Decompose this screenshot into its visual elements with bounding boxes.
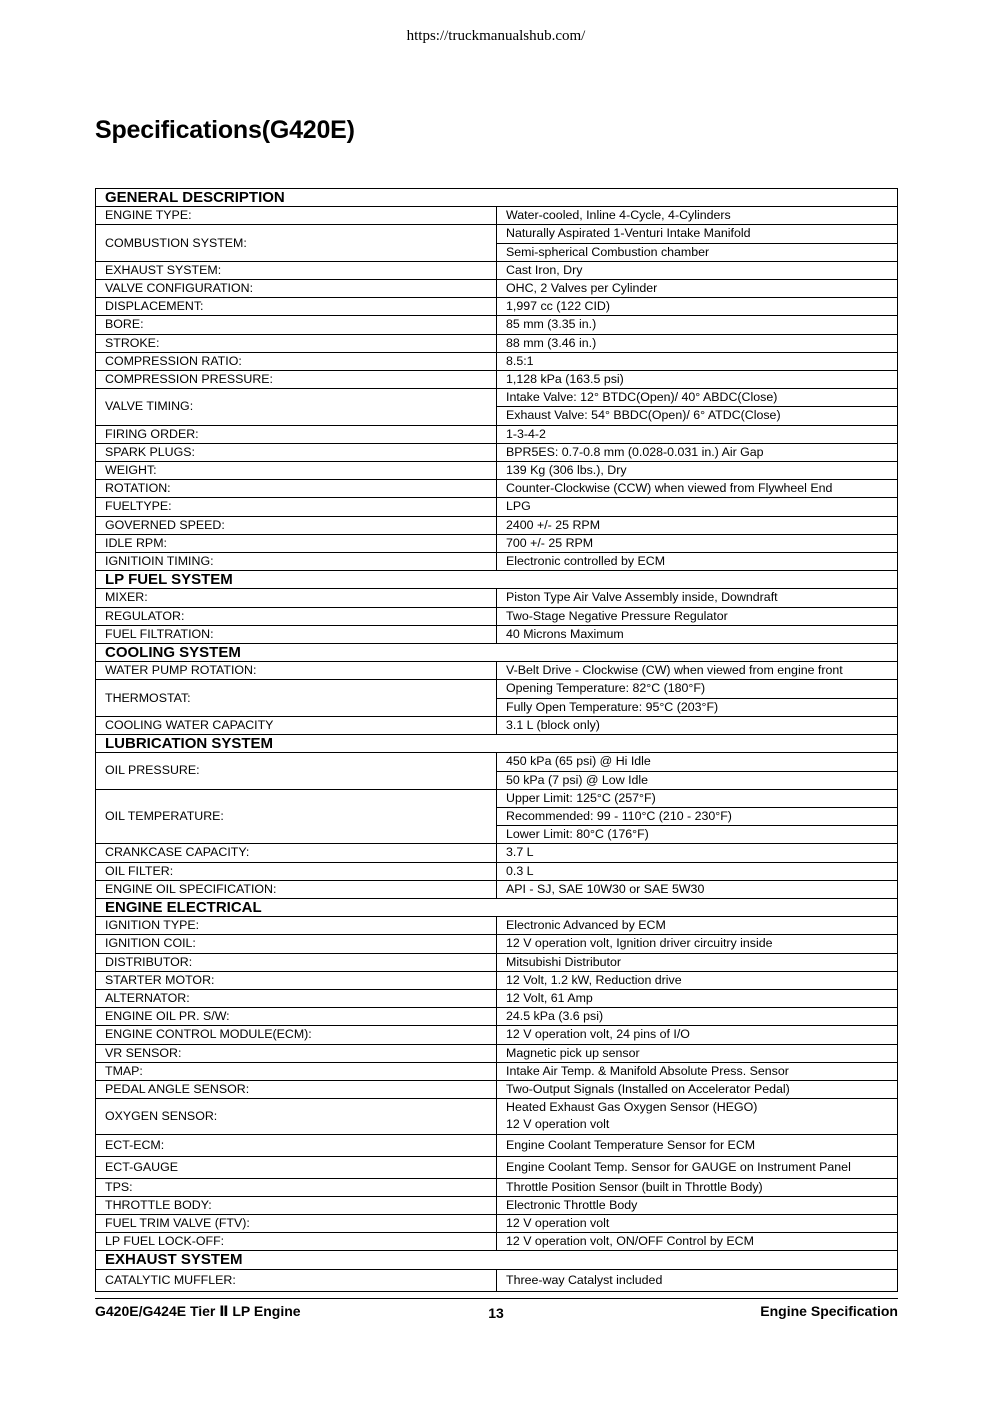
spec-value: Three-way Catalyst included bbox=[497, 1269, 898, 1291]
spec-row bbox=[96, 935, 898, 953]
spec-label: OIL PRESSURE: bbox=[96, 753, 497, 789]
spec-row bbox=[96, 662, 898, 680]
spec-value: 12 Volt, 61 Amp bbox=[497, 989, 898, 1007]
spec-row bbox=[96, 1156, 898, 1178]
section-title: EXHAUST SYSTEM bbox=[96, 1251, 898, 1269]
spec-value: Engine Coolant Temperature Sensor for ECM bbox=[497, 1134, 898, 1156]
spec-value: Lower Limit: 80°C (176°F) bbox=[497, 826, 898, 844]
spec-row bbox=[96, 1214, 898, 1232]
spec-label: ENGINE CONTROL MODULE(ECM): bbox=[96, 1026, 497, 1044]
spec-value: Counter-Clockwise (CCW) when viewed from Flywheel End bbox=[497, 480, 898, 498]
section-title: ENGINE ELECTRICAL bbox=[96, 898, 898, 916]
spec-label: ENGINE TYPE: bbox=[96, 207, 497, 225]
spec-label: ENGINE OIL PR. S/W: bbox=[96, 1008, 497, 1026]
spec-value: LPG bbox=[497, 498, 898, 516]
spec-row bbox=[96, 862, 898, 880]
page-title: Specifications(G420E) bbox=[95, 116, 355, 144]
specifications-table-body bbox=[96, 189, 898, 1292]
page-number: 13 bbox=[488, 1305, 504, 1321]
spec-label: MIXER: bbox=[96, 589, 497, 607]
spec-row bbox=[96, 298, 898, 316]
spec-value: BPR5ES: 0.7-0.8 mm (0.028-0.031 in.) Air Gap bbox=[497, 443, 898, 461]
spec-value: 0.3 L bbox=[497, 862, 898, 880]
spec-row bbox=[96, 1080, 898, 1098]
spec-value: 85 mm (3.35 in.) bbox=[497, 316, 898, 334]
spec-label: ROTATION: bbox=[96, 480, 497, 498]
section-header-general-description bbox=[96, 189, 898, 207]
spec-row bbox=[96, 1062, 898, 1080]
spec-value: 3.7 L bbox=[497, 844, 898, 862]
spec-label: COMPRESSION RATIO: bbox=[96, 352, 497, 370]
section-header-exhaust-system bbox=[96, 1251, 898, 1269]
spec-value: 139 Kg (306 lbs.), Dry bbox=[497, 462, 898, 480]
section-title: GENERAL DESCRIPTION bbox=[96, 189, 898, 207]
spec-value: OHC, 2 Valves per Cylinder bbox=[497, 280, 898, 298]
spec-row bbox=[96, 462, 898, 480]
spec-value: Exhaust Valve: 54° BBDC(Open)/ 6° ATDC(Close) bbox=[497, 407, 898, 425]
spec-label: REGULATOR: bbox=[96, 607, 497, 625]
spec-label: THROTTLE BODY: bbox=[96, 1196, 497, 1214]
spec-value: 12 V operation volt, ON/OFF Control by ECM bbox=[497, 1233, 898, 1251]
section-header-cooling-system bbox=[96, 644, 898, 662]
spec-value: Semi-spherical Combustion chamber bbox=[497, 243, 898, 261]
spec-row bbox=[96, 607, 898, 625]
spec-row bbox=[96, 334, 898, 352]
spec-row bbox=[96, 316, 898, 334]
spec-value: 3.1 L (block only) bbox=[497, 716, 898, 734]
spec-value: Water-cooled, Inline 4-Cycle, 4-Cylinders bbox=[497, 207, 898, 225]
spec-value: API - SJ, SAE 10W30 or SAE 5W30 bbox=[497, 880, 898, 898]
spec-row bbox=[96, 880, 898, 898]
spec-label: STARTER MOTOR: bbox=[96, 971, 497, 989]
spec-label: IDLE RPM: bbox=[96, 534, 497, 552]
section-header-lubrication-system bbox=[96, 735, 898, 753]
spec-label: OXYGEN SENSOR: bbox=[96, 1099, 497, 1134]
spec-row bbox=[96, 716, 898, 734]
spec-label: FIRING ORDER: bbox=[96, 425, 497, 443]
spec-label: CATALYTIC MUFFLER: bbox=[96, 1269, 497, 1291]
section-header-lp-fuel-system bbox=[96, 571, 898, 589]
spec-row bbox=[96, 1134, 898, 1156]
spec-value: 50 kPa (7 psi) @ Low Idle bbox=[497, 771, 898, 789]
spec-value: Two-Stage Negative Pressure Regulator bbox=[497, 607, 898, 625]
spec-label: TPS: bbox=[96, 1178, 497, 1196]
spec-value: 12 V operation volt, Ignition driver circuitry inside bbox=[497, 935, 898, 953]
spec-label: EXHAUST SYSTEM: bbox=[96, 261, 497, 279]
spec-value: Recommended: 99 - 110°C (210 - 230°F) bbox=[497, 807, 898, 825]
spec-row bbox=[96, 553, 898, 571]
spec-row bbox=[96, 534, 898, 552]
spec-label: OIL FILTER: bbox=[96, 862, 497, 880]
spec-label: OIL TEMPERATURE: bbox=[96, 789, 497, 844]
section-title: LUBRICATION SYSTEM bbox=[96, 735, 898, 753]
spec-row bbox=[96, 352, 898, 370]
spec-label: FUELTYPE: bbox=[96, 498, 497, 516]
section-title: COOLING SYSTEM bbox=[96, 644, 898, 662]
footer-section-title: Engine Specification bbox=[760, 1303, 898, 1319]
spec-value: 700 +/- 25 RPM bbox=[497, 534, 898, 552]
spec-row bbox=[96, 207, 898, 225]
footer-engine-model: G420E/G424E Tier Ⅱ LP Engine bbox=[95, 1303, 301, 1319]
spec-row bbox=[96, 1178, 898, 1196]
spec-row bbox=[96, 280, 898, 298]
spec-label: IGNITION TYPE: bbox=[96, 917, 497, 935]
spec-row bbox=[96, 789, 898, 807]
spec-label: FUEL FILTRATION: bbox=[96, 625, 497, 643]
spec-value: Piston Type Air Valve Assembly inside, Downdraft bbox=[497, 589, 898, 607]
spec-value: Engine Coolant Temp. Sensor for GAUGE on Instrument Panel bbox=[497, 1156, 898, 1178]
spec-label: ALTERNATOR: bbox=[96, 989, 497, 1007]
spec-row bbox=[96, 480, 898, 498]
spec-label: SPARK PLUGS: bbox=[96, 443, 497, 461]
spec-label: THERMOSTAT: bbox=[96, 680, 497, 716]
spec-value: 12 V operation volt bbox=[497, 1116, 898, 1134]
spec-row bbox=[96, 1099, 898, 1117]
spec-value: Opening Temperature: 82°C (180°F) bbox=[497, 680, 898, 698]
spec-row bbox=[96, 680, 898, 698]
spec-label: WATER PUMP ROTATION: bbox=[96, 662, 497, 680]
spec-row bbox=[96, 443, 898, 461]
spec-row bbox=[96, 844, 898, 862]
spec-label: DISPLACEMENT: bbox=[96, 298, 497, 316]
spec-value: Two-Output Signals (Installed on Accelerator Pedal) bbox=[497, 1080, 898, 1098]
specifications-table bbox=[95, 188, 898, 1292]
spec-label: ECT-GAUGE bbox=[96, 1156, 497, 1178]
spec-row bbox=[96, 971, 898, 989]
spec-label: WEIGHT: bbox=[96, 462, 497, 480]
spec-row bbox=[96, 261, 898, 279]
spec-value: Intake Air Temp. & Manifold Absolute Press. Sensor bbox=[497, 1062, 898, 1080]
spec-value: 88 mm (3.46 in.) bbox=[497, 334, 898, 352]
section-title: LP FUEL SYSTEM bbox=[96, 571, 898, 589]
spec-row bbox=[96, 1044, 898, 1062]
section-header-engine-electrical bbox=[96, 898, 898, 916]
spec-label: GOVERNED SPEED: bbox=[96, 516, 497, 534]
spec-label: COMBUSTION SYSTEM: bbox=[96, 225, 497, 261]
spec-label: VALVE CONFIGURATION: bbox=[96, 280, 497, 298]
spec-row bbox=[96, 1269, 898, 1291]
spec-label: BORE: bbox=[96, 316, 497, 334]
spec-row bbox=[96, 989, 898, 1007]
spec-value: 8.5:1 bbox=[497, 352, 898, 370]
spec-value: 24.5 kPa (3.6 psi) bbox=[497, 1008, 898, 1026]
spec-label: VALVE TIMING: bbox=[96, 389, 497, 425]
spec-row bbox=[96, 516, 898, 534]
spec-value: 12 V operation volt bbox=[497, 1214, 898, 1232]
spec-value: 1-3-4-2 bbox=[497, 425, 898, 443]
spec-row bbox=[96, 1008, 898, 1026]
spec-value: Upper Limit: 125°C (257°F) bbox=[497, 789, 898, 807]
spec-value: Intake Valve: 12° BTDC(Open)/ 40° ABDC(Close) bbox=[497, 389, 898, 407]
spec-value: Throttle Position Sensor (built in Throttle Body) bbox=[497, 1178, 898, 1196]
spec-row bbox=[96, 625, 898, 643]
spec-value: Heated Exhaust Gas Oxygen Sensor (HEGO) bbox=[497, 1099, 898, 1117]
spec-value: Electronic controlled by ECM bbox=[497, 553, 898, 571]
spec-label: STROKE: bbox=[96, 334, 497, 352]
spec-label: LP FUEL LOCK-OFF: bbox=[96, 1233, 497, 1251]
spec-label: COOLING WATER CAPACITY bbox=[96, 716, 497, 734]
spec-value: 1,997 cc (122 CID) bbox=[497, 298, 898, 316]
spec-value: 1,128 kPa (163.5 psi) bbox=[497, 371, 898, 389]
spec-label: COMPRESSION PRESSURE: bbox=[96, 371, 497, 389]
spec-row bbox=[96, 225, 898, 243]
spec-value: 12 V operation volt, 24 pins of I/O bbox=[497, 1026, 898, 1044]
spec-value: V-Belt Drive - Clockwise (CW) when viewed from engine front bbox=[497, 662, 898, 680]
spec-value: 40 Microns Maximum bbox=[497, 625, 898, 643]
spec-row bbox=[96, 371, 898, 389]
spec-value: Electronic Throttle Body bbox=[497, 1196, 898, 1214]
spec-value: 12 Volt, 1.2 kW, Reduction drive bbox=[497, 971, 898, 989]
spec-row bbox=[96, 953, 898, 971]
spec-label: IGNITIOIN TIMING: bbox=[96, 553, 497, 571]
spec-label: ECT-ECM: bbox=[96, 1134, 497, 1156]
spec-label: TMAP: bbox=[96, 1062, 497, 1080]
spec-row bbox=[96, 753, 898, 771]
spec-row bbox=[96, 917, 898, 935]
spec-label: ENGINE OIL SPECIFICATION: bbox=[96, 880, 497, 898]
spec-value: Cast Iron, Dry bbox=[497, 261, 898, 279]
spec-value: Mitsubishi Distributor bbox=[497, 953, 898, 971]
spec-row bbox=[96, 589, 898, 607]
spec-row bbox=[96, 1196, 898, 1214]
spec-value: 2400 +/- 25 RPM bbox=[497, 516, 898, 534]
spec-label: PEDAL ANGLE SENSOR: bbox=[96, 1080, 497, 1098]
spec-value: Fully Open Temperature: 95°C (203°F) bbox=[497, 698, 898, 716]
spec-row bbox=[96, 498, 898, 516]
spec-label: DISTRIBUTOR: bbox=[96, 953, 497, 971]
source-url[interactable]: https://truckmanualshub.com/ bbox=[406, 28, 586, 44]
spec-row bbox=[96, 1026, 898, 1044]
spec-label: FUEL TRIM VALVE (FTV): bbox=[96, 1214, 497, 1232]
spec-value: Electronic Advanced by ECM bbox=[497, 917, 898, 935]
footer-divider bbox=[95, 1298, 898, 1299]
spec-label: VR SENSOR: bbox=[96, 1044, 497, 1062]
spec-value: 450 kPa (65 psi) @ Hi Idle bbox=[497, 753, 898, 771]
spec-value: Magnetic pick up sensor bbox=[497, 1044, 898, 1062]
spec-label: IGNITION COIL: bbox=[96, 935, 497, 953]
spec-row bbox=[96, 425, 898, 443]
spec-row bbox=[96, 389, 898, 407]
spec-row bbox=[96, 1233, 898, 1251]
spec-label: CRANKCASE CAPACITY: bbox=[96, 844, 497, 862]
spec-value: Naturally Aspirated 1-Venturi Intake Manifold bbox=[497, 225, 898, 243]
